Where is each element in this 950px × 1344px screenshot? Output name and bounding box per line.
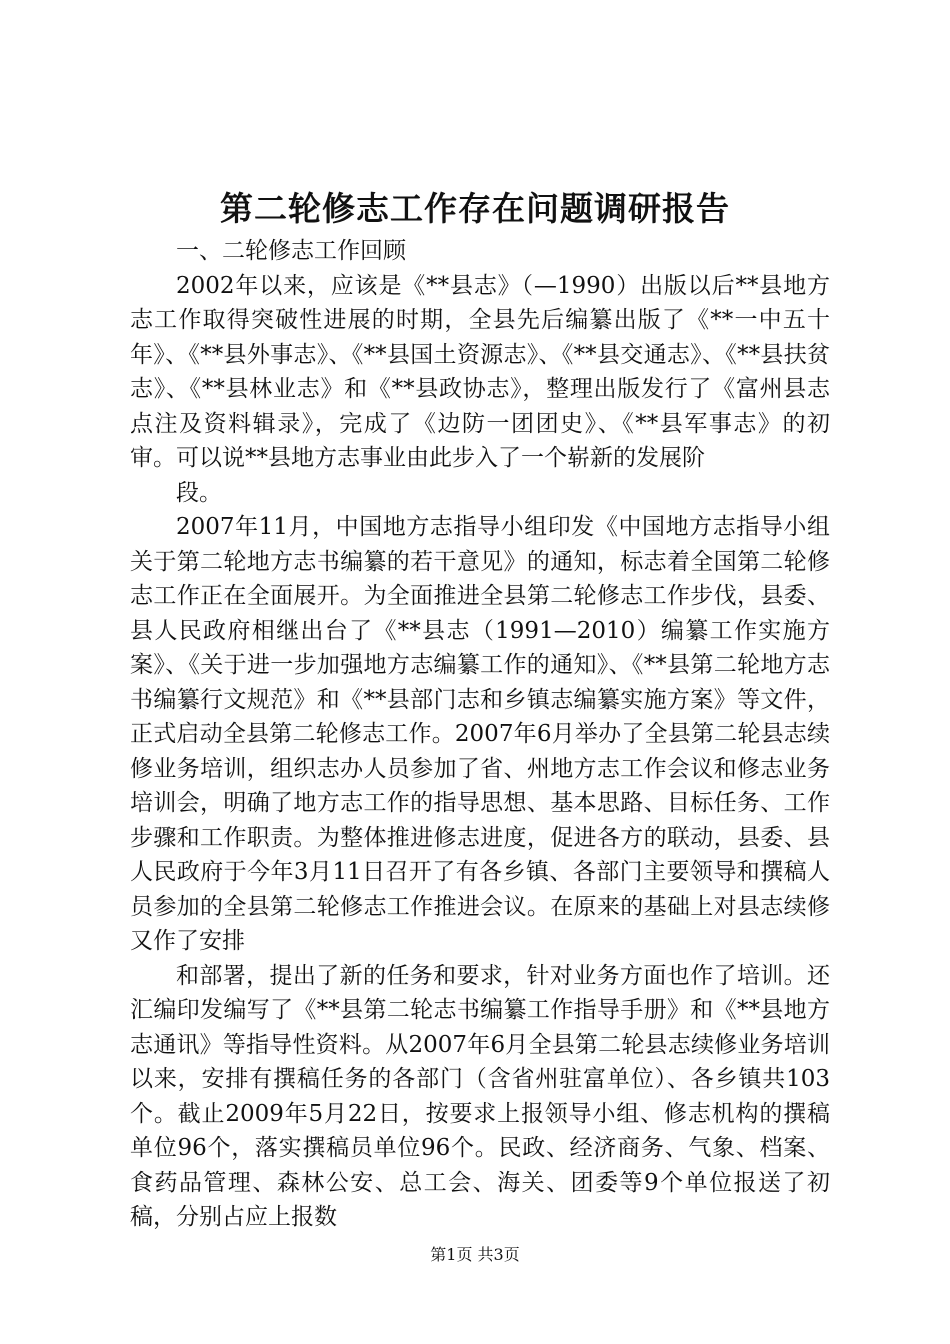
page-footer: 第1页 共3页 bbox=[430, 1245, 520, 1264]
paragraph-1: 2002年以来，应该是《**县志》（—1990）出版以后**县地方志工作取得突破性进展的时期，全县先后编纂出版了《**一中五十年》、《**县外事志》、《**县国土资源志》、《**县交通志》、《**县扶贫志》、《**县林业志》和《**县政协志》，整理出版发行了《富州县志点注及资料辑录》，完成了《边防一团团史》、《**县军事志》的初审。可以说**县地方志事业由此步入了一个崭新的发展阶 bbox=[130, 272, 830, 471]
paragraph-2: 段。 bbox=[176, 479, 222, 506]
paragraph-3: 2007年11月，中国地方志指导小组印发《中国地方志指导小组关于第二轮地方志书编纂的若干意见》的通知，标志着全国第二轮修志工作正在全面展开。为全面推进全县第二轮修志工作步伐，县委、县人民政府相继出台了《**县志（1991—2010）编纂工作实施方案》、《关于进一步加强地方志编纂工作的通知》、《**县第二轮地方志书编纂行文规范》和《**县部门志和乡镇志编纂实施方案》等文件，正式启动全县第二轮修志工作。2007年6月举办了全县第二轮县志续修业务培训，组织志办人员参加了省、州地方志工作会议和修志业务培训会，明确了地方志工作的指导思想、基本思路、目标任务、工作步骤和工作职责。为整体推进修志进度，促进各方的联动，县委、县人民政府于今年3月11日召开了有各乡镇、各部门主要领导和撰稿人员参加的全县第二轮修志工作推进会议。在原来的基础上对县志续修又作了安排 bbox=[130, 514, 830, 954]
paragraph-4: 和部署，提出了新的任务和要求，针对业务方面也作了培训。还汇编印发编写了《**县第二轮志书编纂工作指导手册》和《**县地方志通讯》等指导性资料。从2007年6月全县第二轮县志续修业务培训以来，安排有撰稿任务的各部门（含省州驻富单位）、各乡镇共103个。截止2009年5月22日，按要求上报领导小组、修志机构的撰稿单位96个，落实撰稿员单位96个。民政、经济商务、气象、档案、食药品管理、森林公安、总工会、海关、团委等9个单位报送了初稿，分别占应上报数 bbox=[130, 962, 830, 1230]
document-title: 第二轮修志工作存在问题调研报告 bbox=[220, 189, 730, 228]
document-body bbox=[130, 234, 830, 1235]
section-heading: 一、二轮修志工作回顾 bbox=[176, 238, 406, 264]
